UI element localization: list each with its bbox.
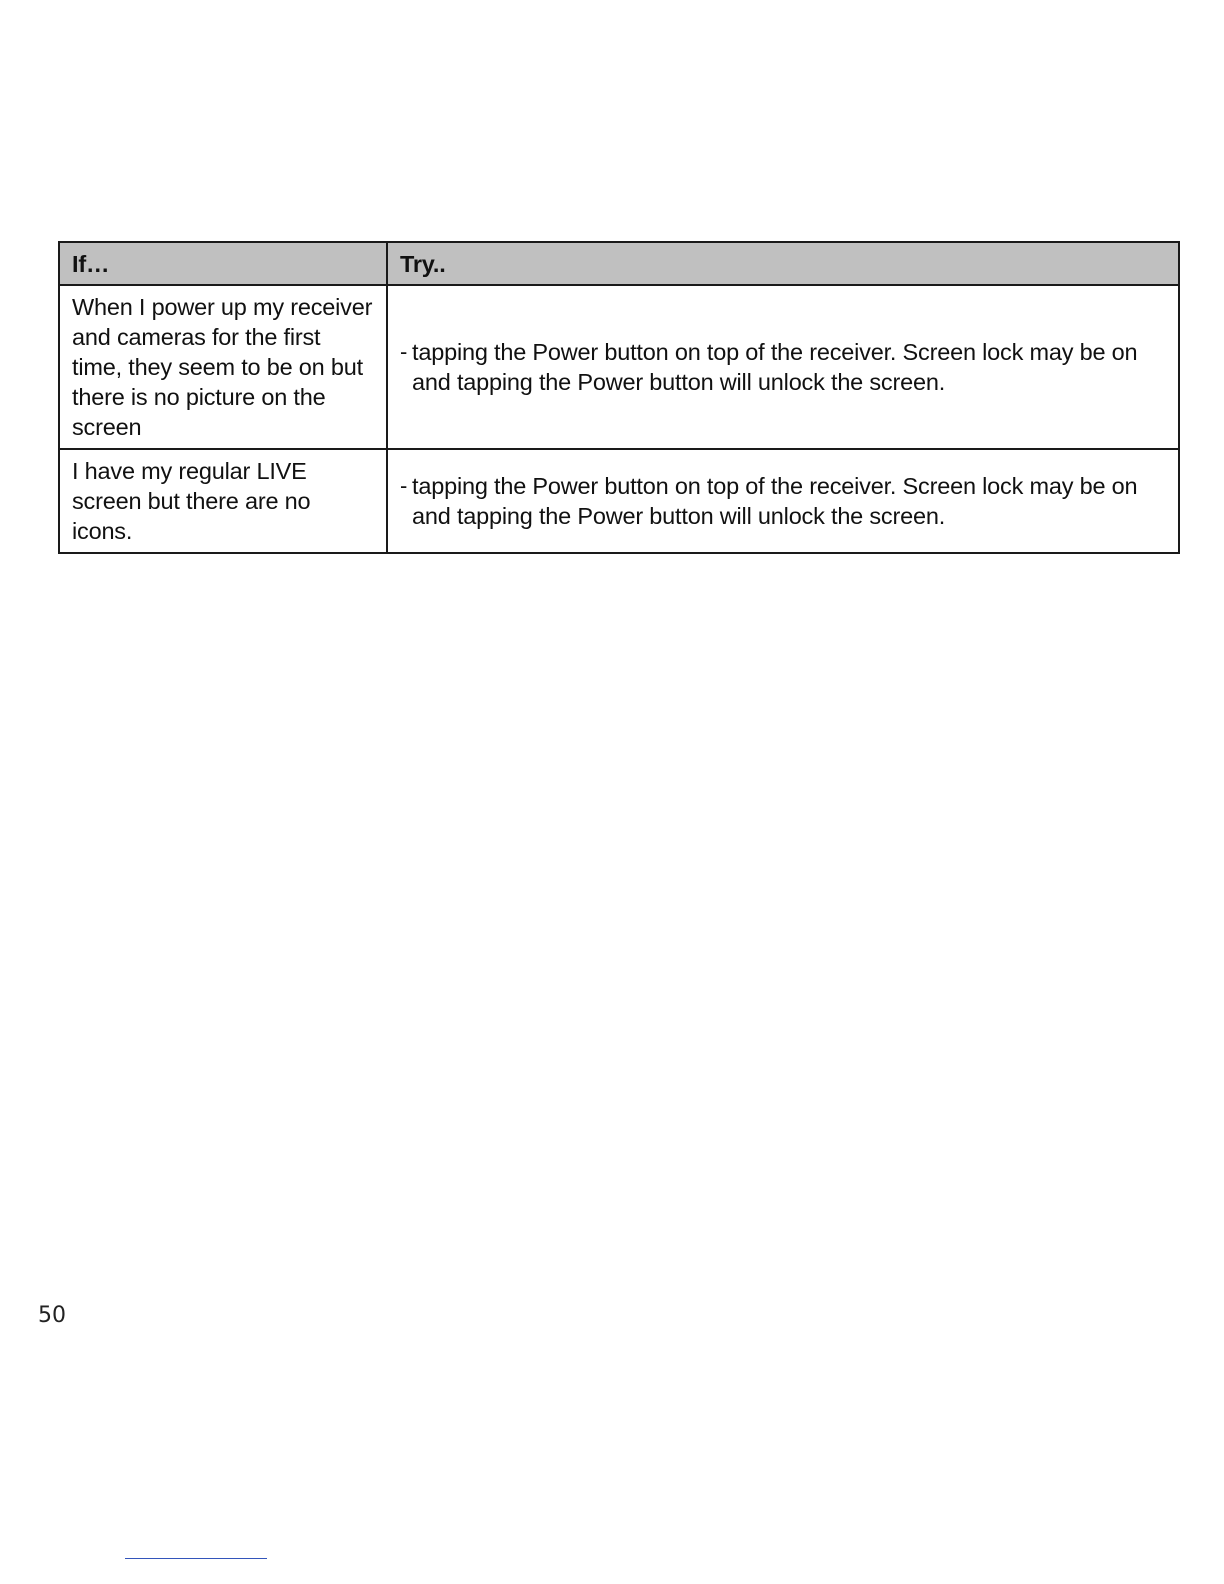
page-number: 50 [38,1303,66,1328]
remedy-item [400,471,1166,531]
bullet-dash: - [400,339,408,364]
remedy-cell [387,285,1179,449]
header-try: Try.. [387,242,1179,285]
table-header-row [59,242,1179,285]
footer-rule [125,1558,267,1559]
table-row [59,449,1179,553]
bullet-dash: - [400,473,408,498]
remedy-text: tapping the Power button on top of the receiver. Screen lock may be on and tapping the Power button will unlock the screen. [412,339,1138,395]
troubleshooting-table [58,241,1180,554]
remedy-cell [387,449,1179,553]
table-row [59,285,1179,449]
remedy-text: tapping the Power button on top of the receiver. Screen lock may be on and tapping the Power button will unlock the screen. [412,473,1138,529]
condition-cell: I have my regular LIVE screen but there are no icons. [59,449,387,553]
header-if: If… [59,242,387,285]
remedy-item [400,337,1166,397]
condition-cell: When I power up my receiver and cameras for the first time, they seem to be on but there is no picture on the screen [59,285,387,449]
